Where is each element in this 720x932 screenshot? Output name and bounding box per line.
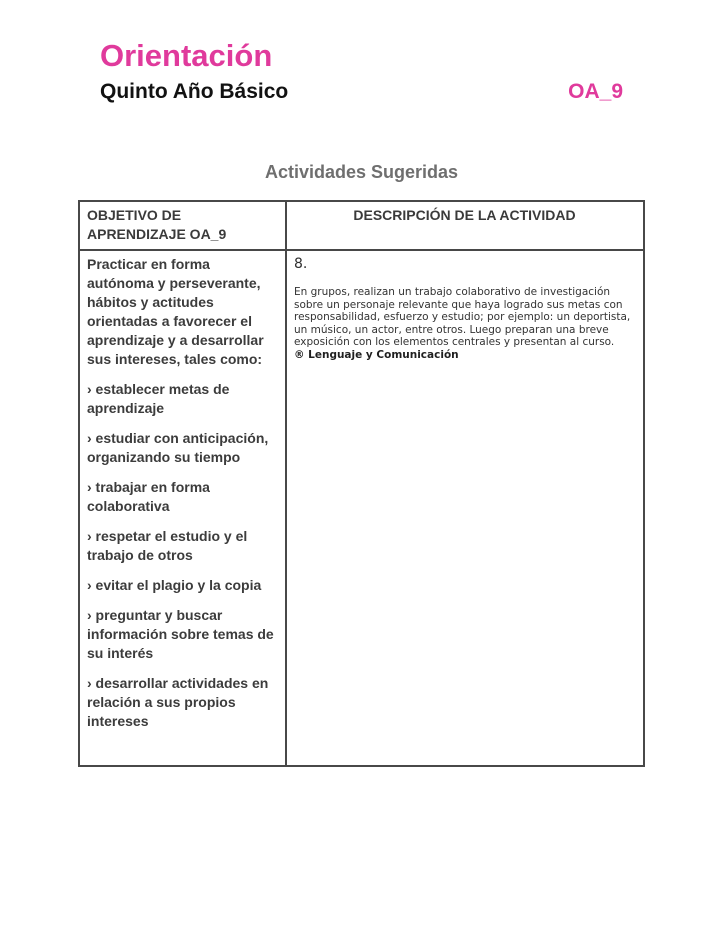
objective-bullet: › respetar el estudio y el trabajo de otros (87, 528, 248, 563)
objective-cell (79, 250, 286, 766)
objective-bullet: › estudiar con anticipación, organizando su tiempo (87, 430, 269, 465)
subject-title: Orientación (100, 38, 273, 73)
activity-number: 8. (294, 256, 308, 272)
objective-bullet-list (87, 380, 277, 731)
activity-cell (286, 250, 644, 766)
section-title: Actividades Sugeridas (264, 162, 459, 182)
table-header-row (79, 201, 644, 250)
activity-column-header: DESCRIPCIÓN DE LA ACTIVIDAD (286, 201, 644, 250)
objective-bullet: › establecer metas de aprendizaje (87, 381, 230, 416)
table-body-row (79, 250, 644, 766)
header-row (100, 80, 623, 104)
activity-description-text: En grupos, realizan un trabajo colaborativo de investigación sobre un personaje relevante que haya logrado sus metas con responsabilidad, esfuerzo y estudio; por ejemplo: un deportista, un músico, un actor, entre otros. Luego preparan una breve exposición con los elementos centrales y presentan al curso. (294, 286, 631, 349)
activities-table (78, 200, 645, 767)
objective-bullet: › evitar el plagio y la copia (87, 577, 262, 593)
objective-bullet: › preguntar y buscar información sobre temas de su interés (87, 607, 274, 661)
objective-bullet: › trabajar en forma colaborativa (87, 479, 210, 514)
grade-label: Quinto Año Básico (100, 80, 289, 103)
objective-intro-text: Practicar en forma autónoma y perseverante, hábitos y actitudes orientadas a favorecer el aprendizaje y a desarrollar sus intereses, tales como: (87, 256, 264, 367)
oa-code-label: OA_9 (568, 80, 623, 103)
activity-subject-reference: ® Lenguaje y Comunicación (294, 348, 459, 361)
objective-column-header: OBJETIVO DE APRENDIZAJE OA_9 (79, 201, 286, 250)
objective-bullet: › desarrollar actividades en relación a sus propios intereses (87, 675, 269, 729)
